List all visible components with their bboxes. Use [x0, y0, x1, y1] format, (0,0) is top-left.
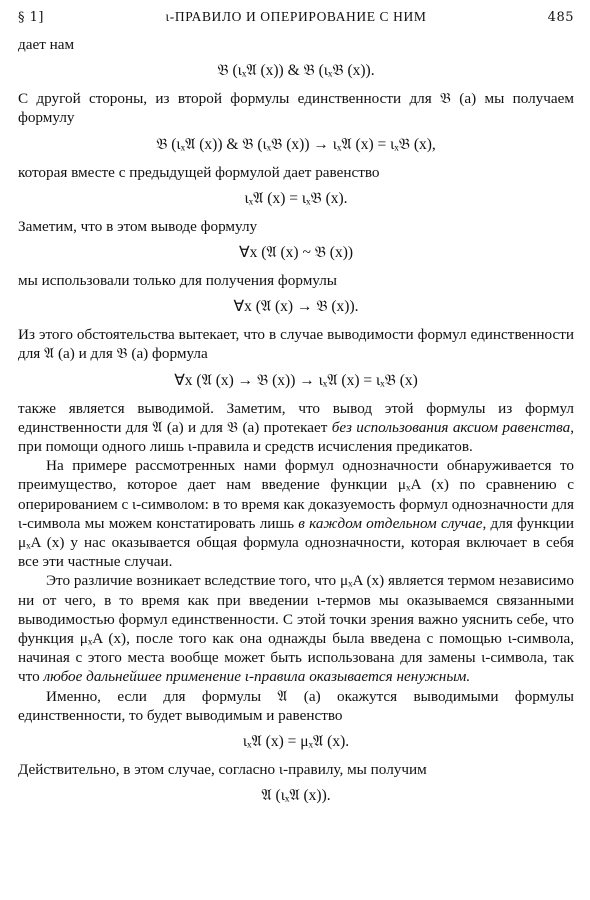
- formula-4: ∀x (𝔄 (x) ~ 𝔅 (x)): [238, 244, 354, 262]
- paragraph-3: которая вместе с предыдущей формулой дает равенство: [18, 163, 380, 181]
- page-number: 485: [547, 10, 574, 25]
- paragraph-4: Заметим, что в этом выводе формулу: [18, 217, 258, 235]
- paragraph-7-text-a: также является выводимой. Заметим, что вывод этой формулы из формул единственности для 𝔄 (a) и для 𝔅 (a) протекает: [18, 399, 574, 436]
- formula-1: 𝔅 (ιₓ𝔄 (x)) & 𝔅 (ιₓ𝔅 (x)).: [217, 62, 375, 80]
- paragraph-1: дает нам: [18, 36, 75, 53]
- paragraph-7: [18, 399, 574, 457]
- paragraph-7-text-b: , при помощи одного лишь ι-правила и средств исчисления предикатов.: [18, 418, 574, 456]
- paragraph-5: мы использовали только для получения формулы: [18, 272, 338, 290]
- formula-7: ιₓ𝔄 (x) = μₓ𝔄 (x).: [242, 733, 350, 751]
- paragraph-8-text-a: На примере рассмотренных нами формул однозначности обнаруживается то преимущество, которое дает нам введение функции μₓA (x) по сравнению с оперированием с ι-символом: в то время как доказуемость формул однозначности для ι-символа мы можем констатировать лишь: [18, 457, 574, 532]
- paragraph-8-text-b: , для функции μₓA (x) у нас оказывается общая формула однозначности, которая включает в себя все эти частные случаи.: [18, 514, 574, 571]
- formula-6: ∀x (𝔄 (x) → 𝔅 (x)) → ιₓ𝔄 (x) = ιₓ𝔅 (x): [174, 371, 418, 389]
- running-title: ι-ПРАВИЛО И ОПЕРИРОВАНИЕ С НИМ: [165, 9, 427, 24]
- section-marker: § 1]: [18, 10, 44, 25]
- paragraph-9-text-a: Это различие возникает вследствие того, что μₓA (x) является термом независимо ни от чего, в то время как при введении ι-термов мы оказываемся связанными выводимостью формул единственности. С этой точки зрения важно уяснить себе, что функция μₓA (x), после того как она однажды была введена с помощью ι-символа, начиная с этого места вообще может быть использована для замены ι-символа, так что: [18, 572, 574, 686]
- formula-3: ιₓ𝔄 (x) = ιₓ𝔅 (x).: [244, 189, 348, 207]
- book-page: [18, 4, 574, 894]
- formula-8: 𝔄 (ιₓ𝔄 (x)).: [261, 787, 331, 805]
- paragraph-9-emphasis: любое дальнейшее применение ι-правила оказывается ненужным.: [43, 668, 471, 686]
- paragraph-8-emphasis: в каждом отдельном случае: [298, 514, 483, 532]
- paragraph-9: [18, 571, 574, 686]
- paragraph-11: Действительно, в этом случае, согласно ι-правилу, мы получим: [18, 761, 427, 779]
- page-header: [18, 4, 574, 30]
- paragraph-6: Из этого обстоятельства вытекает, что в случае выводимости формул единственности для 𝔄 (a) и для 𝔅 (a) формула: [18, 326, 574, 363]
- paragraph-10: Именно, если для формулы 𝔄 (a) окажутся выводимыми формулы единственности, то будет выводимым и равенство: [18, 687, 574, 724]
- formula-2: 𝔅 (ιₓ𝔄 (x)) & 𝔅 (ιₓ𝔅 (x)) → ιₓ𝔄 (x) = ιₓ𝔅 (x),: [156, 135, 436, 153]
- formula-5: ∀x (𝔄 (x) → 𝔅 (x)).: [233, 298, 359, 316]
- paragraph-7-emphasis: без использования аксиом равенства: [331, 418, 571, 436]
- paragraph-2: С другой стороны, из второй формулы единственности для 𝔅 (a) мы получаем формулу: [18, 90, 574, 127]
- paragraph-8: [18, 456, 574, 571]
